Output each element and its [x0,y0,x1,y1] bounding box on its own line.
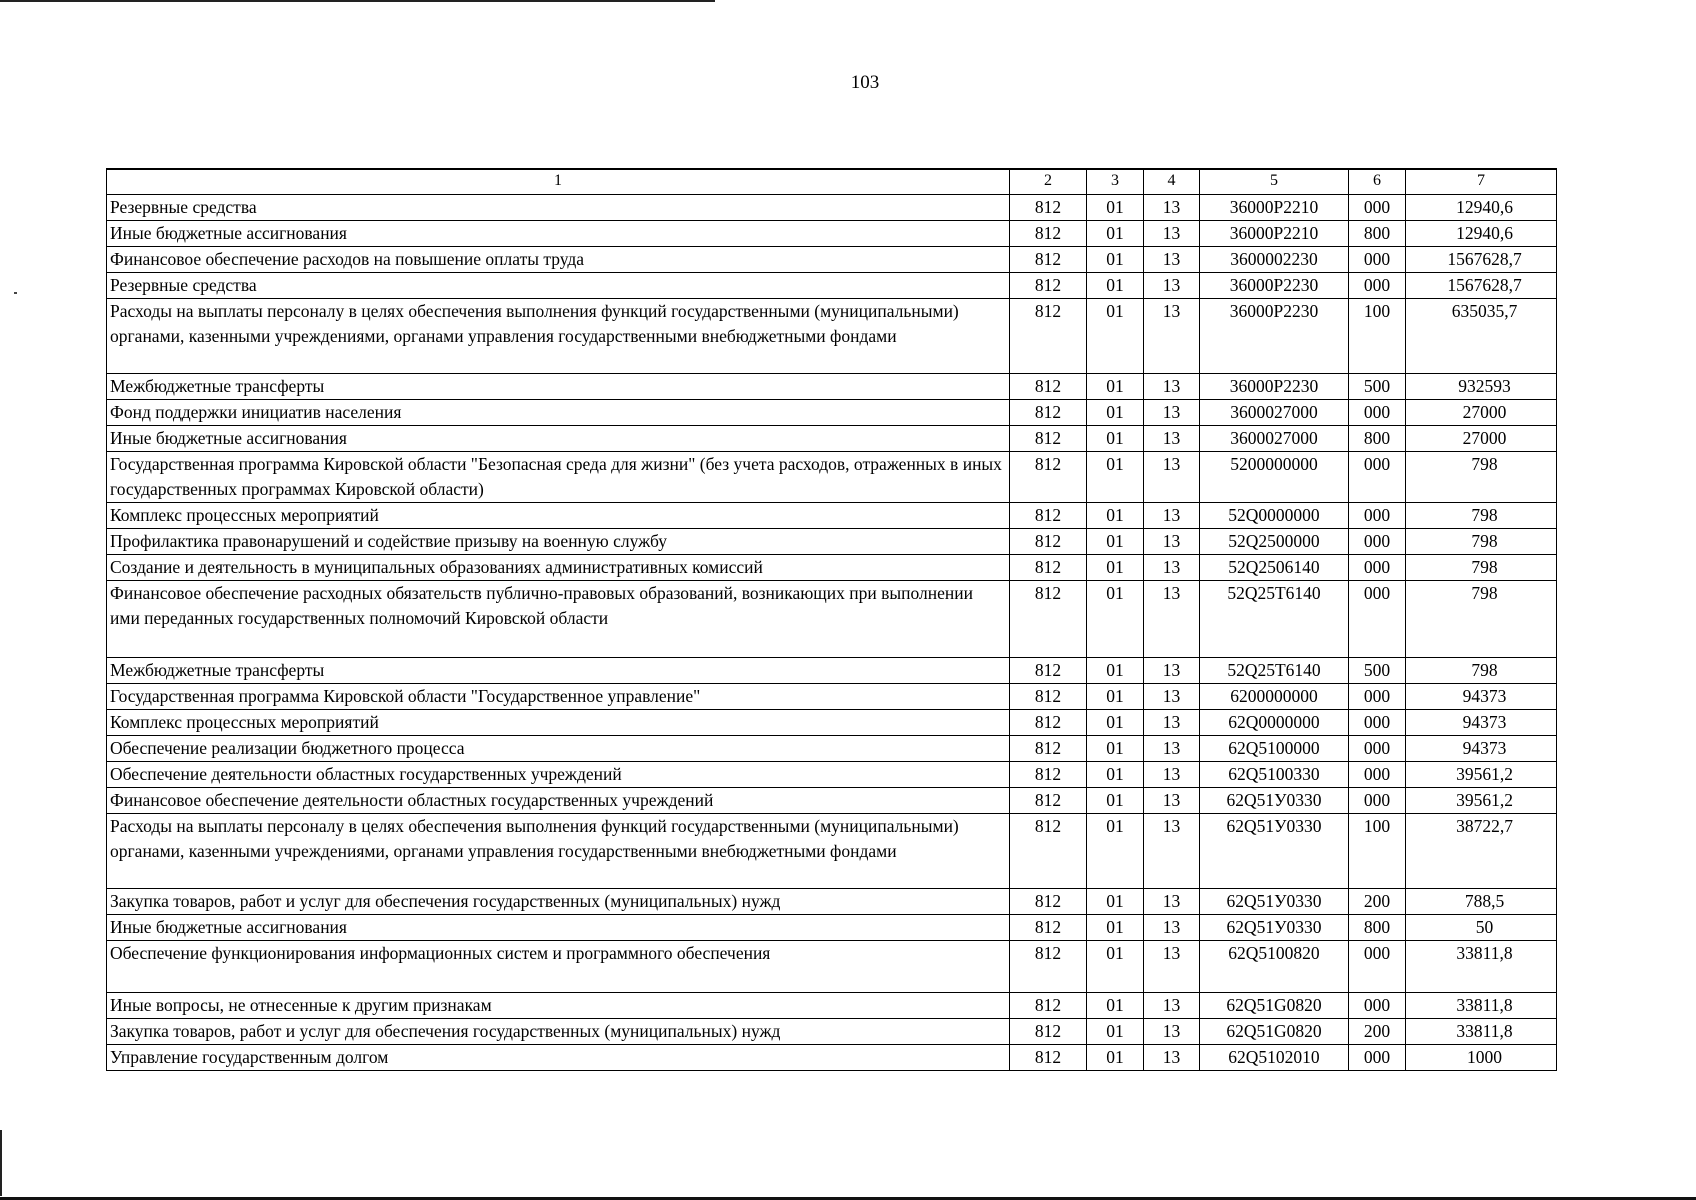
row-expense-type-cell: 000 [1349,503,1406,529]
row-subsection-cell: 13 [1144,503,1200,529]
row-subsection-cell: 13 [1144,658,1200,684]
row-subsection-cell: 13 [1144,426,1200,452]
row-expense-type-cell: 000 [1349,684,1406,710]
row-name-cell: Комплекс процессных мероприятий [107,710,1010,736]
row-expense-type-cell: 200 [1349,889,1406,915]
row-amount-cell: 798 [1406,452,1557,503]
row-expense-type-cell: 000 [1349,400,1406,426]
row-name-cell: Финансовое обеспечение расходных обязательств публично-правовых образований, возникающих при выполнении ими переданных государственных полномочий Кировской области [107,581,1010,658]
table-row [107,1045,1557,1071]
row-subsection-cell: 13 [1144,814,1200,889]
row-amount-cell: 94373 [1406,736,1557,762]
table-row [107,299,1557,374]
table-row [107,684,1557,710]
row-section-cell: 01 [1087,814,1144,889]
row-section-cell: 01 [1087,299,1144,374]
row-target-item-cell: 36000P2210 [1200,221,1349,247]
row-expense-type-cell: 200 [1349,1019,1406,1045]
row-target-item-cell: 62Q0000000 [1200,710,1349,736]
row-subsection-cell: 13 [1144,529,1200,555]
budget-table [106,168,1557,1071]
row-expense-type-cell: 000 [1349,993,1406,1019]
row-section-cell: 01 [1087,374,1144,400]
column-header-5: 5 [1200,169,1349,195]
row-subsection-cell: 13 [1144,788,1200,814]
row-amount-cell: 50 [1406,915,1557,941]
row-subsection-cell: 13 [1144,400,1200,426]
row-amount-cell: 788,5 [1406,889,1557,915]
row-name-cell: Государственная программа Кировской области "Безопасная среда для жизни" (без учета расходов, отраженных в иных государственных программах Кировской области) [107,452,1010,503]
row-subsection-cell: 13 [1144,273,1200,299]
row-target-item-cell: 62Q51G0820 [1200,993,1349,1019]
row-expense-type-cell: 000 [1349,273,1406,299]
row-section-cell: 01 [1087,221,1144,247]
row-name-cell: Иные бюджетные ассигнования [107,915,1010,941]
row-target-item-cell: 3600002230 [1200,247,1349,273]
row-name-cell: Профилактика правонарушений и содействие призыву на военную службу [107,529,1010,555]
row-section-cell: 01 [1087,736,1144,762]
row-amount-cell: 12940,6 [1406,221,1557,247]
row-expense-type-cell: 000 [1349,529,1406,555]
row-target-item-cell: 52Q2506140 [1200,555,1349,581]
table-row [107,400,1557,426]
row-expense-type-cell: 000 [1349,581,1406,658]
row-subsection-cell: 13 [1144,299,1200,374]
row-amount-cell: 38722,7 [1406,814,1557,889]
row-expense-type-cell: 800 [1349,426,1406,452]
row-ministry-code-cell: 812 [1010,426,1087,452]
row-ministry-code-cell: 812 [1010,555,1087,581]
row-amount-cell: 94373 [1406,684,1557,710]
row-ministry-code-cell: 812 [1010,814,1087,889]
row-name-cell: Расходы на выплаты персоналу в целях обеспечения выполнения функций государственными (муниципальными) органами, казенными учреждениями, органами управления государственными внебюджетными фондами [107,814,1010,889]
row-expense-type-cell: 000 [1349,555,1406,581]
row-amount-cell: 39561,2 [1406,762,1557,788]
row-subsection-cell: 13 [1144,1045,1200,1071]
table-row [107,247,1557,273]
row-amount-cell: 1000 [1406,1045,1557,1071]
row-target-item-cell: 62Q5100330 [1200,762,1349,788]
row-target-item-cell: 62Q51У0330 [1200,915,1349,941]
row-expense-type-cell: 500 [1349,658,1406,684]
row-ministry-code-cell: 812 [1010,273,1087,299]
row-name-cell: Комплекс процессных мероприятий [107,503,1010,529]
row-ministry-code-cell: 812 [1010,374,1087,400]
table-row [107,993,1557,1019]
row-section-cell: 01 [1087,993,1144,1019]
row-section-cell: 01 [1087,710,1144,736]
row-ministry-code-cell: 812 [1010,581,1087,658]
column-header-3: 3 [1087,169,1144,195]
row-section-cell: 01 [1087,273,1144,299]
table-row [107,1019,1557,1045]
row-name-cell: Иные бюджетные ассигнования [107,426,1010,452]
table-row [107,736,1557,762]
row-amount-cell: 798 [1406,658,1557,684]
row-target-item-cell: 5200000000 [1200,452,1349,503]
table-row [107,710,1557,736]
row-subsection-cell: 13 [1144,374,1200,400]
row-ministry-code-cell: 812 [1010,788,1087,814]
row-amount-cell: 1567628,7 [1406,247,1557,273]
row-subsection-cell: 13 [1144,452,1200,503]
row-name-cell: Закупка товаров, работ и услуг для обеспечения государственных (муниципальных) нужд [107,1019,1010,1045]
table-row [107,814,1557,889]
table-row [107,374,1557,400]
row-section-cell: 01 [1087,915,1144,941]
row-subsection-cell: 13 [1144,221,1200,247]
row-amount-cell: 27000 [1406,426,1557,452]
row-target-item-cell: 52Q0000000 [1200,503,1349,529]
row-section-cell: 01 [1087,400,1144,426]
row-ministry-code-cell: 812 [1010,710,1087,736]
row-name-cell: Финансовое обеспечение расходов на повышение оплаты труда [107,247,1010,273]
column-header-7: 7 [1406,169,1557,195]
table-row [107,658,1557,684]
row-section-cell: 01 [1087,1019,1144,1045]
scan-edge-left [0,1130,2,1196]
row-expense-type-cell: 000 [1349,195,1406,221]
row-amount-cell: 12940,6 [1406,195,1557,221]
row-target-item-cell: 52Q25T6140 [1200,658,1349,684]
row-amount-cell: 798 [1406,503,1557,529]
row-subsection-cell: 13 [1144,555,1200,581]
column-header-1: 1 [107,169,1010,195]
row-section-cell: 01 [1087,529,1144,555]
table-row [107,503,1557,529]
row-name-cell: Резервные средства [107,273,1010,299]
row-ministry-code-cell: 812 [1010,736,1087,762]
row-section-cell: 01 [1087,503,1144,529]
row-ministry-code-cell: 812 [1010,915,1087,941]
row-expense-type-cell: 500 [1349,374,1406,400]
table-row [107,788,1557,814]
row-amount-cell: 798 [1406,581,1557,658]
row-name-cell: Управление государственным долгом [107,1045,1010,1071]
row-subsection-cell: 13 [1144,1019,1200,1045]
row-name-cell: Государственная программа Кировской области "Государственное управление" [107,684,1010,710]
row-section-cell: 01 [1087,889,1144,915]
row-target-item-cell: 62Q51G0820 [1200,1019,1349,1045]
column-header-6: 6 [1349,169,1406,195]
row-ministry-code-cell: 812 [1010,299,1087,374]
row-section-cell: 01 [1087,684,1144,710]
row-ministry-code-cell: 812 [1010,762,1087,788]
row-subsection-cell: 13 [1144,889,1200,915]
row-amount-cell: 39561,2 [1406,788,1557,814]
row-subsection-cell: 13 [1144,941,1200,993]
row-subsection-cell: 13 [1144,736,1200,762]
row-expense-type-cell: 100 [1349,814,1406,889]
table-row [107,452,1557,503]
row-name-cell: Создание и деятельность в муниципальных образованиях административных комиссий [107,555,1010,581]
scan-speck [14,292,17,294]
row-target-item-cell: 3600027000 [1200,426,1349,452]
row-subsection-cell: 13 [1144,710,1200,736]
row-expense-type-cell: 000 [1349,762,1406,788]
table-row [107,941,1557,993]
row-target-item-cell: 6200000000 [1200,684,1349,710]
row-ministry-code-cell: 812 [1010,247,1087,273]
row-amount-cell: 798 [1406,529,1557,555]
row-amount-cell: 33811,8 [1406,993,1557,1019]
row-name-cell: Иные бюджетные ассигнования [107,221,1010,247]
row-name-cell: Иные вопросы, не отнесенные к другим признакам [107,993,1010,1019]
row-expense-type-cell: 000 [1349,247,1406,273]
row-expense-type-cell: 100 [1349,299,1406,374]
page-number: 103 [850,72,880,93]
row-section-cell: 01 [1087,247,1144,273]
row-expense-type-cell: 000 [1349,736,1406,762]
row-section-cell: 01 [1087,555,1144,581]
row-name-cell: Расходы на выплаты персоналу в целях обеспечения выполнения функций государственными (муниципальными) органами, казенными учреждениями, органами управления государственными внебюджетными фондами [107,299,1010,374]
row-subsection-cell: 13 [1144,684,1200,710]
row-target-item-cell: 62Q51У0330 [1200,814,1349,889]
table-row [107,273,1557,299]
row-name-cell: Межбюджетные трансферты [107,658,1010,684]
row-target-item-cell: 62Q5100000 [1200,736,1349,762]
row-section-cell: 01 [1087,1045,1144,1071]
row-target-item-cell: 36000P2230 [1200,299,1349,374]
row-ministry-code-cell: 812 [1010,889,1087,915]
row-target-item-cell: 36000P2210 [1200,195,1349,221]
row-section-cell: 01 [1087,581,1144,658]
table-row [107,221,1557,247]
table-row [107,762,1557,788]
row-expense-type-cell: 000 [1349,788,1406,814]
row-name-cell: Финансовое обеспечение деятельности областных государственных учреждений [107,788,1010,814]
row-amount-cell: 932593 [1406,374,1557,400]
row-name-cell: Обеспечение реализации бюджетного процесса [107,736,1010,762]
row-expense-type-cell: 800 [1349,915,1406,941]
row-amount-cell: 33811,8 [1406,1019,1557,1045]
row-expense-type-cell: 000 [1349,1045,1406,1071]
row-subsection-cell: 13 [1144,195,1200,221]
table-row [107,889,1557,915]
row-name-cell: Обеспечение деятельности областных государственных учреждений [107,762,1010,788]
row-expense-type-cell: 000 [1349,710,1406,736]
row-expense-type-cell: 000 [1349,941,1406,993]
table-header [107,169,1557,195]
row-subsection-cell: 13 [1144,247,1200,273]
row-section-cell: 01 [1087,941,1144,993]
row-amount-cell: 94373 [1406,710,1557,736]
row-amount-cell: 33811,8 [1406,941,1557,993]
row-expense-type-cell: 800 [1349,221,1406,247]
row-ministry-code-cell: 812 [1010,1019,1087,1045]
row-name-cell: Межбюджетные трансферты [107,374,1010,400]
row-target-item-cell: 62Q5100820 [1200,941,1349,993]
row-section-cell: 01 [1087,788,1144,814]
row-ministry-code-cell: 812 [1010,400,1087,426]
row-target-item-cell: 62Q51У0330 [1200,889,1349,915]
table-row [107,529,1557,555]
row-ministry-code-cell: 812 [1010,658,1087,684]
table-row [107,426,1557,452]
row-section-cell: 01 [1087,195,1144,221]
table-body [107,195,1557,1071]
row-ministry-code-cell: 812 [1010,529,1087,555]
row-ministry-code-cell: 812 [1010,1045,1087,1071]
row-amount-cell: 798 [1406,555,1557,581]
row-ministry-code-cell: 812 [1010,993,1087,1019]
row-name-cell: Резервные средства [107,195,1010,221]
row-target-item-cell: 36000P2230 [1200,374,1349,400]
column-header-4: 4 [1144,169,1200,195]
table-row [107,915,1557,941]
row-subsection-cell: 13 [1144,762,1200,788]
row-amount-cell: 635035,7 [1406,299,1557,374]
row-ministry-code-cell: 812 [1010,452,1087,503]
row-ministry-code-cell: 812 [1010,941,1087,993]
table-row [107,555,1557,581]
header-row [107,169,1557,195]
row-target-item-cell: 62Q51У0330 [1200,788,1349,814]
row-ministry-code-cell: 812 [1010,684,1087,710]
row-subsection-cell: 13 [1144,581,1200,658]
table-row [107,581,1557,658]
row-ministry-code-cell: 812 [1010,503,1087,529]
row-target-item-cell: 52Q25T6140 [1200,581,1349,658]
row-amount-cell: 1567628,7 [1406,273,1557,299]
row-section-cell: 01 [1087,762,1144,788]
row-section-cell: 01 [1087,452,1144,503]
row-subsection-cell: 13 [1144,993,1200,1019]
column-header-2: 2 [1010,169,1087,195]
row-name-cell: Обеспечение функционирования информационных систем и программного обеспечения [107,941,1010,993]
row-subsection-cell: 13 [1144,915,1200,941]
row-target-item-cell: 3600027000 [1200,400,1349,426]
row-section-cell: 01 [1087,658,1144,684]
table-row [107,195,1557,221]
row-amount-cell: 27000 [1406,400,1557,426]
row-ministry-code-cell: 812 [1010,195,1087,221]
row-ministry-code-cell: 812 [1010,221,1087,247]
row-name-cell: Закупка товаров, работ и услуг для обеспечения государственных (муниципальных) нужд [107,889,1010,915]
row-section-cell: 01 [1087,426,1144,452]
row-name-cell: Фонд поддержки инициатив населения [107,400,1010,426]
row-expense-type-cell: 000 [1349,452,1406,503]
row-target-item-cell: 52Q2500000 [1200,529,1349,555]
scan-edge-top [0,0,715,2]
row-target-item-cell: 36000P2230 [1200,273,1349,299]
row-target-item-cell: 62Q5102010 [1200,1045,1349,1071]
